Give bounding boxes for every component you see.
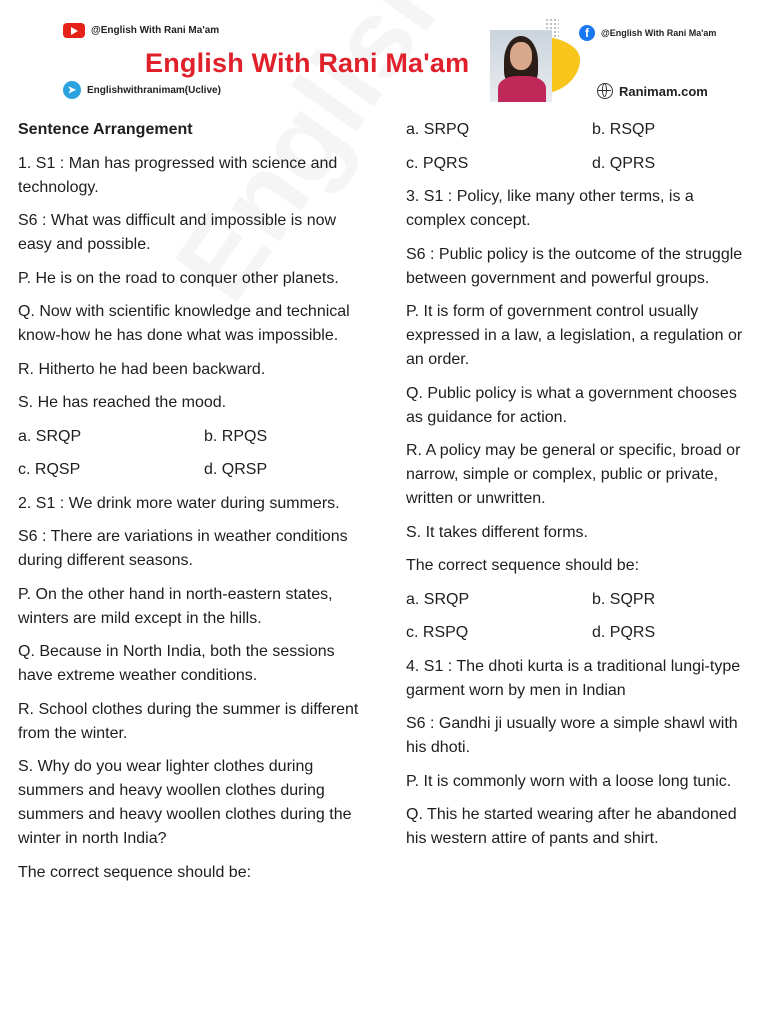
question-stem: 4. S1 : The dhoti kurta is a traditional lungi-type garment worn by men in Indian: [406, 657, 741, 699]
sentence-p: P. It is form of government control usually expressed in a law, a legislation, a regulation or an order.: [406, 303, 743, 368]
youtube-handle[interactable]: @English With Rani Ma'am: [63, 23, 219, 38]
sentence-r: R. Hitherto he had been backward.: [18, 360, 266, 378]
question-s6: S6 : What was difficult and impossible is now easy and possible.: [18, 212, 337, 253]
sentence-p: P. On the other hand in north-eastern states, winters are mild except in the hills.: [18, 585, 333, 627]
question-s6: S6 : Public policy is the outcome of the struggle between government and powerful groups.: [406, 245, 743, 287]
options-row: [406, 118, 756, 142]
telegram-icon: ➤: [63, 81, 81, 99]
website-link[interactable]: Ranimam.com: [597, 83, 708, 99]
sentence-p: P. It is commonly worn with a loose long tunic.: [406, 772, 732, 790]
option-c: c. RQSP: [18, 461, 81, 478]
options-row: [18, 425, 368, 449]
sentence-r: R. School clothes during the summer is different from the winter.: [18, 700, 359, 742]
question-s6: S6 : Gandhi ji usually wore a simple shawl with his dhoti.: [406, 715, 738, 756]
option-c: c. RSPQ: [406, 624, 469, 641]
sentence-s: S. Why do you wear lighter clothes during summers and heavy woollen clothes during summers and heavy woollen clothes during the winter in north India?: [18, 758, 352, 847]
question-s6: S6 : There are variations in weather conditions during different seasons.: [18, 528, 348, 569]
option-c: c. PQRS: [406, 154, 469, 172]
option-b: b. RPQS: [204, 427, 268, 445]
facebook-icon: f: [579, 25, 595, 41]
options-row: [406, 621, 756, 645]
section-title: Sentence Arrangement: [18, 121, 193, 138]
sentence-q: Q. Because in North India, both the sessions have extreme weather conditions.: [18, 643, 335, 684]
sentence-q: Q. Now with scientific knowledge and technical know-how he has done what was impossible.: [18, 303, 350, 344]
left-column: [18, 118, 368, 894]
sequence-prompt: The correct sequence should be:: [18, 863, 252, 881]
options-row: [406, 152, 756, 176]
option-d: d. QPRS: [592, 154, 656, 172]
sentence-s: S. He has reached the mood.: [18, 394, 227, 411]
sentence-r: R. A policy may be general or specific, broad or narrow, simple or complex, public or private, written or unwritten.: [406, 442, 741, 507]
sequence-prompt: The correct sequence should be:: [406, 557, 640, 574]
options-row: [18, 458, 368, 482]
option-d: d. QRSP: [204, 461, 268, 478]
page-header: [0, 0, 768, 112]
question-stem: 2. S1 : We drink more water during summers.: [18, 494, 340, 512]
right-column: [406, 118, 756, 861]
sentence-q: Q. This he started wearing after he abandoned his western attire of pants and shirt.: [406, 806, 737, 847]
option-b: b. SQPR: [592, 590, 656, 608]
telegram-handle[interactable]: ➤ Englishwithranimam(Uclive): [63, 81, 221, 99]
youtube-icon: [63, 23, 85, 38]
sentence-s: S. It takes different forms.: [406, 523, 588, 541]
brand-title: English With Rani Ma'am: [145, 48, 470, 78]
sentence-q: Q. Public policy is what a government chooses as guidance for action.: [406, 384, 737, 426]
sentence-p: P. He is on the road to conquer other planets.: [18, 269, 339, 287]
facebook-handle[interactable]: f @English With Rani Ma'am: [579, 25, 716, 41]
option-a: a. SRQP: [406, 590, 470, 608]
options-row: [406, 588, 756, 612]
option-b: b. RSQP: [592, 121, 656, 138]
presenter-photo: [490, 30, 552, 102]
option-d: d. PQRS: [592, 624, 656, 641]
option-a: a. SRQP: [18, 427, 82, 445]
question-stem: 3. S1 : Policy, like many other terms, is a complex concept.: [406, 188, 694, 229]
question-stem: 1. S1 : Man has progressed with science and technology.: [18, 154, 338, 196]
option-a: a. SRPQ: [406, 121, 470, 138]
globe-icon: [597, 83, 613, 99]
